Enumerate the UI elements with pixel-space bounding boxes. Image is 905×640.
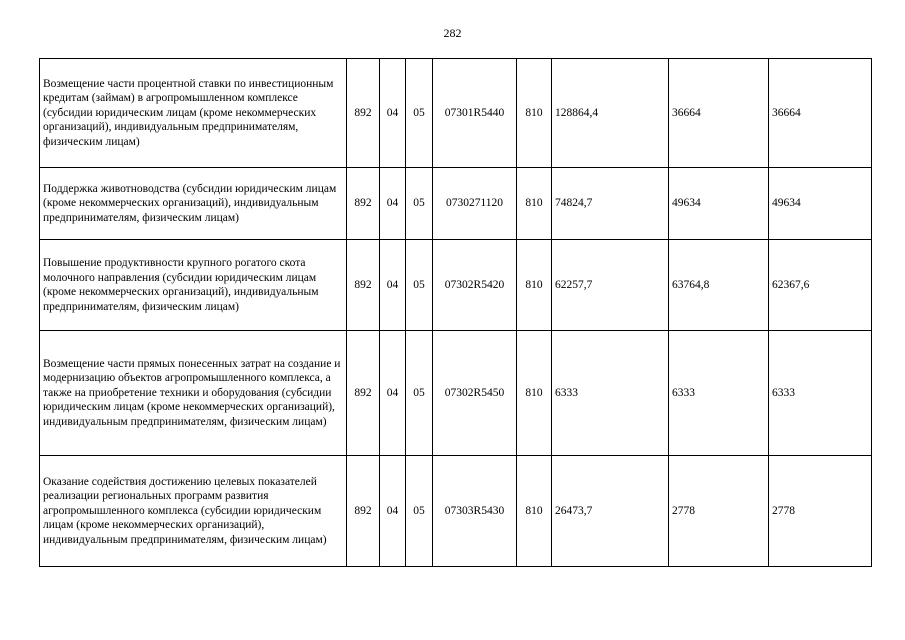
amount-1: 26473,7 bbox=[552, 456, 669, 567]
ministry-code: 892 bbox=[347, 168, 380, 240]
ministry-code: 892 bbox=[347, 456, 380, 567]
section-code: 04 bbox=[380, 456, 406, 567]
target-article-code: 0730271120 bbox=[433, 168, 517, 240]
row-description: Возмещение части процентной ставки по инвестиционным кредитам (займам) в агропромышленном комплексе (субсидии юридическим лицам (кроме некоммерческих организаций), индивидуальным предпринимателям, физическим лицам) bbox=[40, 59, 347, 168]
amount-2: 49634 bbox=[669, 168, 769, 240]
ministry-code: 892 bbox=[347, 59, 380, 168]
row-description: Возмещение части прямых понесенных затрат на создание и модернизацию объектов агропромышленного комплекса, а также на приобретение техники и оборудования (субсидии юридическим лицам (кроме некоммерческих организаций), индивидуальным предпринимателям, физическим лицам) bbox=[40, 331, 347, 456]
ministry-code: 892 bbox=[347, 240, 380, 331]
section-code: 04 bbox=[380, 168, 406, 240]
amount-3: 62367,6 bbox=[769, 240, 872, 331]
section-code: 04 bbox=[380, 331, 406, 456]
amount-1: 128864,4 bbox=[552, 59, 669, 168]
expense-type-code: 810 bbox=[517, 331, 552, 456]
target-article-code: 07302R5420 bbox=[433, 240, 517, 331]
section-code: 04 bbox=[380, 59, 406, 168]
section-code: 04 bbox=[380, 240, 406, 331]
expense-type-code: 810 bbox=[517, 168, 552, 240]
amount-2: 2778 bbox=[669, 456, 769, 567]
subsection-code: 05 bbox=[406, 59, 433, 168]
row-description: Оказание содействия достижению целевых показателей реализации региональных программ развития агропромышленного комплекса (субсидии юридическим лицам (кроме некоммерческих организаций), индивидуальным предпринимателям, физическим лицам) bbox=[40, 456, 347, 567]
row-description: Поддержка животноводства (субсидии юридическим лицам (кроме некоммерческих организаций), индивидуальным предпринимателям, физическим лицам) bbox=[40, 168, 347, 240]
amount-1: 74824,7 bbox=[552, 168, 669, 240]
table-row bbox=[40, 59, 872, 168]
amount-3: 6333 bbox=[769, 331, 872, 456]
amount-2: 36664 bbox=[669, 59, 769, 168]
table-row bbox=[40, 168, 872, 240]
ministry-code: 892 bbox=[347, 331, 380, 456]
amount-2: 6333 bbox=[669, 331, 769, 456]
expense-type-code: 810 bbox=[517, 456, 552, 567]
subsection-code: 05 bbox=[406, 456, 433, 567]
page-number: 282 bbox=[443, 26, 462, 40]
subsection-code: 05 bbox=[406, 331, 433, 456]
expense-type-code: 810 bbox=[517, 240, 552, 331]
target-article-code: 07302R5450 bbox=[433, 331, 517, 456]
subsection-code: 05 bbox=[406, 168, 433, 240]
table-row bbox=[40, 456, 872, 567]
expense-type-code: 810 bbox=[517, 59, 552, 168]
amount-3: 49634 bbox=[769, 168, 872, 240]
subsection-code: 05 bbox=[406, 240, 433, 331]
table-row bbox=[40, 331, 872, 456]
amount-1: 6333 bbox=[552, 331, 669, 456]
amount-3: 36664 bbox=[769, 59, 872, 168]
target-article-code: 07303R5430 bbox=[433, 456, 517, 567]
amount-1: 62257,7 bbox=[552, 240, 669, 331]
amount-2: 63764,8 bbox=[669, 240, 769, 331]
target-article-code: 07301R5440 bbox=[433, 59, 517, 168]
row-description: Повышение продуктивности крупного рогатого скота молочного направления (субсидии юридическим лицам (кроме некоммерческих организаций), индивидуальным предпринимателям, физическим лицам) bbox=[40, 240, 347, 331]
table-row bbox=[40, 240, 872, 331]
amount-3: 2778 bbox=[769, 456, 872, 567]
budget-table bbox=[39, 58, 872, 567]
